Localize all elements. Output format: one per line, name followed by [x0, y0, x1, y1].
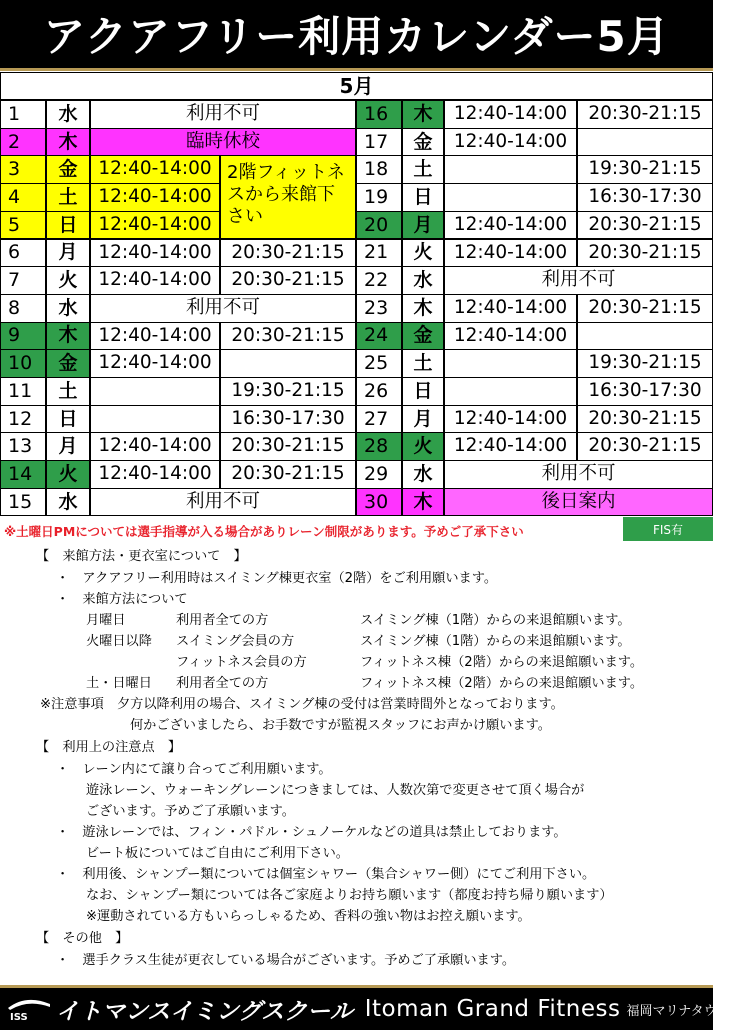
- usage-note-2b: ビート板についてはご自由にご利用下さい。: [86, 846, 349, 861]
- day-number-1: 1: [0, 100, 46, 129]
- day-number-26: 26: [356, 377, 402, 406]
- time-early-17: 12:40-14:00: [444, 128, 577, 157]
- time-early-27: 12:40-14:00: [444, 405, 577, 434]
- day-number-2: 2: [0, 128, 46, 157]
- time-late-13: 20:30-21:15: [220, 432, 356, 461]
- day-number-7: 7: [0, 266, 46, 295]
- status-8: 利用不可: [90, 294, 356, 323]
- day-number-20: 20: [356, 211, 402, 240]
- note-access-method: ・ 来館方法について: [56, 592, 188, 607]
- weekday-3: 金: [46, 155, 90, 184]
- status-29: 利用不可: [444, 460, 713, 489]
- day-number-4: 4: [0, 183, 46, 212]
- time-late-16: 20:30-21:15: [577, 100, 713, 129]
- day-number-27: 27: [356, 405, 402, 434]
- note-locker: ・ アクアフリー利用時はスイミング棟更衣室（2階）をご利用願います。: [56, 571, 498, 586]
- weekday-12: 日: [46, 405, 90, 434]
- time-late-25: 19:30-21:15: [577, 349, 713, 378]
- day-number-14: 14: [0, 460, 46, 489]
- time-late-18: 19:30-21:15: [577, 155, 713, 184]
- weekday-1: 水: [46, 100, 90, 129]
- section-title-other: 【 その他 】: [36, 931, 129, 946]
- time-early-5: 12:40-14:00: [90, 211, 220, 240]
- weekday-26: 日: [402, 377, 444, 406]
- day-number-13: 13: [0, 432, 46, 461]
- time-early-11: [90, 377, 220, 406]
- day-number-30: 30: [356, 488, 402, 517]
- fis-legend: FIS有: [623, 517, 713, 541]
- time-late-20: 20:30-21:15: [577, 211, 713, 240]
- time-late-12: 16:30-17:30: [220, 405, 356, 434]
- time-late-24: [577, 322, 713, 351]
- day-number-24: 24: [356, 322, 402, 351]
- access-row-weekend-route: フィットネス棟（2階）からの来退館願います。: [360, 676, 644, 691]
- time-early-4: 12:40-14:00: [90, 183, 220, 212]
- time-late-6: 20:30-21:15: [220, 239, 356, 268]
- month-header: 5月: [0, 72, 713, 100]
- time-early-14: 12:40-14:00: [90, 460, 220, 489]
- weekday-6: 月: [46, 239, 90, 268]
- weekday-4: 土: [46, 183, 90, 212]
- weekday-8: 水: [46, 294, 90, 323]
- time-early-7: 12:40-14:00: [90, 266, 220, 295]
- fitness-brand: Itoman Grand Fitness: [364, 996, 621, 1022]
- weekday-10: 金: [46, 349, 90, 378]
- weekday-25: 土: [402, 349, 444, 378]
- weekday-11: 土: [46, 377, 90, 406]
- section-title-access: 【 来館方法・更衣室について 】: [36, 549, 247, 564]
- day-number-3: 3: [0, 155, 46, 184]
- time-late-28: 20:30-21:15: [577, 432, 713, 461]
- usage-note-3c: ※運動されている方もいらっしゃるため、香料の強い物はお控え願います。: [86, 909, 531, 924]
- day-number-19: 19: [356, 183, 402, 212]
- time-early-18: [444, 155, 577, 184]
- usage-note-1: ・ レーン内にて譲り合ってご利用願います。: [56, 762, 332, 777]
- section-title-usage: 【 利用上の注意点 】: [36, 740, 182, 755]
- time-early-24: 12:40-14:00: [444, 322, 577, 351]
- weekday-2: 木: [46, 128, 90, 157]
- time-late-10: [220, 349, 356, 378]
- day-number-8: 8: [0, 294, 46, 323]
- access-row-monday-day: 月曜日: [86, 613, 126, 628]
- weekday-23: 木: [402, 294, 444, 323]
- day-number-22: 22: [356, 266, 402, 295]
- day-number-10: 10: [0, 349, 46, 378]
- time-late-19: 16:30-17:30: [577, 183, 713, 212]
- weekday-5: 日: [46, 211, 90, 240]
- usage-note-1c: ございます。予めご了承願います。: [86, 804, 295, 819]
- time-early-19: [444, 183, 577, 212]
- access-row-fitness-route: フィットネス棟（2階）からの来退館願います。: [360, 655, 644, 670]
- day-number-16: 16: [356, 100, 402, 129]
- status-22: 利用不可: [444, 266, 713, 295]
- time-early-25: [444, 349, 577, 378]
- brand-name: イトマンスイミングスクール: [56, 998, 353, 1025]
- usage-note-3: ・ 利用後、シャンプー類については個室シャワー（集合シャワー側）にてご利用下さい。: [56, 867, 596, 882]
- day-number-25: 25: [356, 349, 402, 378]
- saturday-warning: ※土曜日PMについては選手指導が入る場合がありレーン制限があります。予めご了承下さい: [4, 524, 524, 539]
- day-number-15: 15: [0, 488, 46, 517]
- time-late-26: 16:30-17:30: [577, 377, 713, 406]
- time-early-3: 12:40-14:00: [90, 155, 220, 184]
- weekday-20: 月: [402, 211, 444, 240]
- day-number-5: 5: [0, 211, 46, 240]
- time-late-21: 20:30-21:15: [577, 239, 713, 268]
- weekday-22: 水: [402, 266, 444, 295]
- page-header: [0, 0, 713, 68]
- usage-note-3b: なお、シャンプー類については各ご家庭よりお持ち願います（都度お持ち帰り願います）: [86, 888, 613, 903]
- access-row-tuesday-day: 火曜日以降: [86, 634, 152, 649]
- status-15: 利用不可: [90, 488, 356, 517]
- weekday-9: 木: [46, 322, 90, 351]
- other-note-1: ・ 選手クラス生徒が更衣している場合がございます。予めご了承願います。: [56, 953, 516, 968]
- access-row-monday-route: スイミング棟（1階）からの来退館願います。: [360, 613, 631, 628]
- time-early-26: [444, 377, 577, 406]
- fitness-entry-note: 2階フィットネスから来館下さい: [220, 155, 356, 239]
- usage-note-1b: 遊泳レーン、ウォーキングレーンにつきましては、人数次第で変更させて頂く場合が: [86, 783, 585, 798]
- weekday-15: 水: [46, 488, 90, 517]
- weekday-24: 金: [402, 322, 444, 351]
- time-early-6: 12:40-14:00: [90, 239, 220, 268]
- access-row-fitness-who: フィットネス会員の方: [176, 655, 307, 670]
- weekday-16: 木: [402, 100, 444, 129]
- calendar-table: [0, 72, 713, 516]
- access-row-tuesday-who: スイミング会員の方: [176, 634, 295, 649]
- status-1: 利用不可: [90, 100, 356, 129]
- time-early-16: 12:40-14:00: [444, 100, 577, 129]
- time-late-23: 20:30-21:15: [577, 294, 713, 323]
- time-late-11: 19:30-21:15: [220, 377, 356, 406]
- header-divider: [0, 68, 713, 71]
- day-number-21: 21: [356, 239, 402, 268]
- access-row-monday-who: 利用者全ての方: [176, 613, 269, 628]
- day-number-23: 23: [356, 294, 402, 323]
- weekday-7: 火: [46, 266, 90, 295]
- weekday-18: 土: [402, 155, 444, 184]
- weekday-28: 火: [402, 432, 444, 461]
- day-number-11: 11: [0, 377, 46, 406]
- status-30: 後日案内: [444, 488, 713, 517]
- iss-logo-icon: [6, 996, 52, 1022]
- weekday-21: 火: [402, 239, 444, 268]
- usage-note-2: ・ 遊泳レーンでは、フィン・パドル・シュノーケルなどの道具は禁止しております。: [56, 825, 567, 840]
- page-footer: [0, 988, 743, 1030]
- status-2: 臨時休校: [90, 128, 356, 157]
- time-late-9: 20:30-21:15: [220, 322, 356, 351]
- caution-line-1: ※注意事項 夕方以降利用の場合、スイミング棟の受付は営業時間外となっております。: [40, 697, 564, 712]
- time-late-14: 20:30-21:15: [220, 460, 356, 489]
- time-late-17: [577, 128, 713, 157]
- branch-name: 福岡マリナタウン校: [626, 1003, 743, 1019]
- weekday-19: 日: [402, 183, 444, 212]
- time-early-28: 12:40-14:00: [444, 432, 577, 461]
- time-early-10: 12:40-14:00: [90, 349, 220, 378]
- time-early-9: 12:40-14:00: [90, 322, 220, 351]
- access-row-weekend-day: 土・日曜日: [86, 676, 152, 691]
- weekday-29: 水: [402, 460, 444, 489]
- iss-logo-text: ISS: [10, 1012, 28, 1023]
- time-early-13: 12:40-14:00: [90, 432, 220, 461]
- day-number-6: 6: [0, 239, 46, 268]
- time-early-21: 12:40-14:00: [444, 239, 577, 268]
- caution-line-2: 何かございましたら、お手数ですが監視スタッフにお声かけ願います。: [130, 718, 551, 733]
- time-early-23: 12:40-14:00: [444, 294, 577, 323]
- day-number-28: 28: [356, 432, 402, 461]
- weekday-30: 木: [402, 488, 444, 517]
- weekday-27: 月: [402, 405, 444, 434]
- day-number-29: 29: [356, 460, 402, 489]
- access-row-weekend-who: 利用者全ての方: [176, 676, 269, 691]
- day-number-18: 18: [356, 155, 402, 184]
- time-late-27: 20:30-21:15: [577, 405, 713, 434]
- time-late-7: 20:30-21:15: [220, 266, 356, 295]
- time-early-20: 12:40-14:00: [444, 211, 577, 240]
- day-number-17: 17: [356, 128, 402, 157]
- weekday-17: 金: [402, 128, 444, 157]
- page-title: アクアフリー利用カレンダー5月: [43, 12, 670, 61]
- access-row-tuesday-route: スイミング棟（1階）からの来退館願います。: [360, 634, 631, 649]
- weekday-13: 月: [46, 432, 90, 461]
- day-number-9: 9: [0, 322, 46, 351]
- day-number-12: 12: [0, 405, 46, 434]
- weekday-14: 火: [46, 460, 90, 489]
- time-early-12: [90, 405, 220, 434]
